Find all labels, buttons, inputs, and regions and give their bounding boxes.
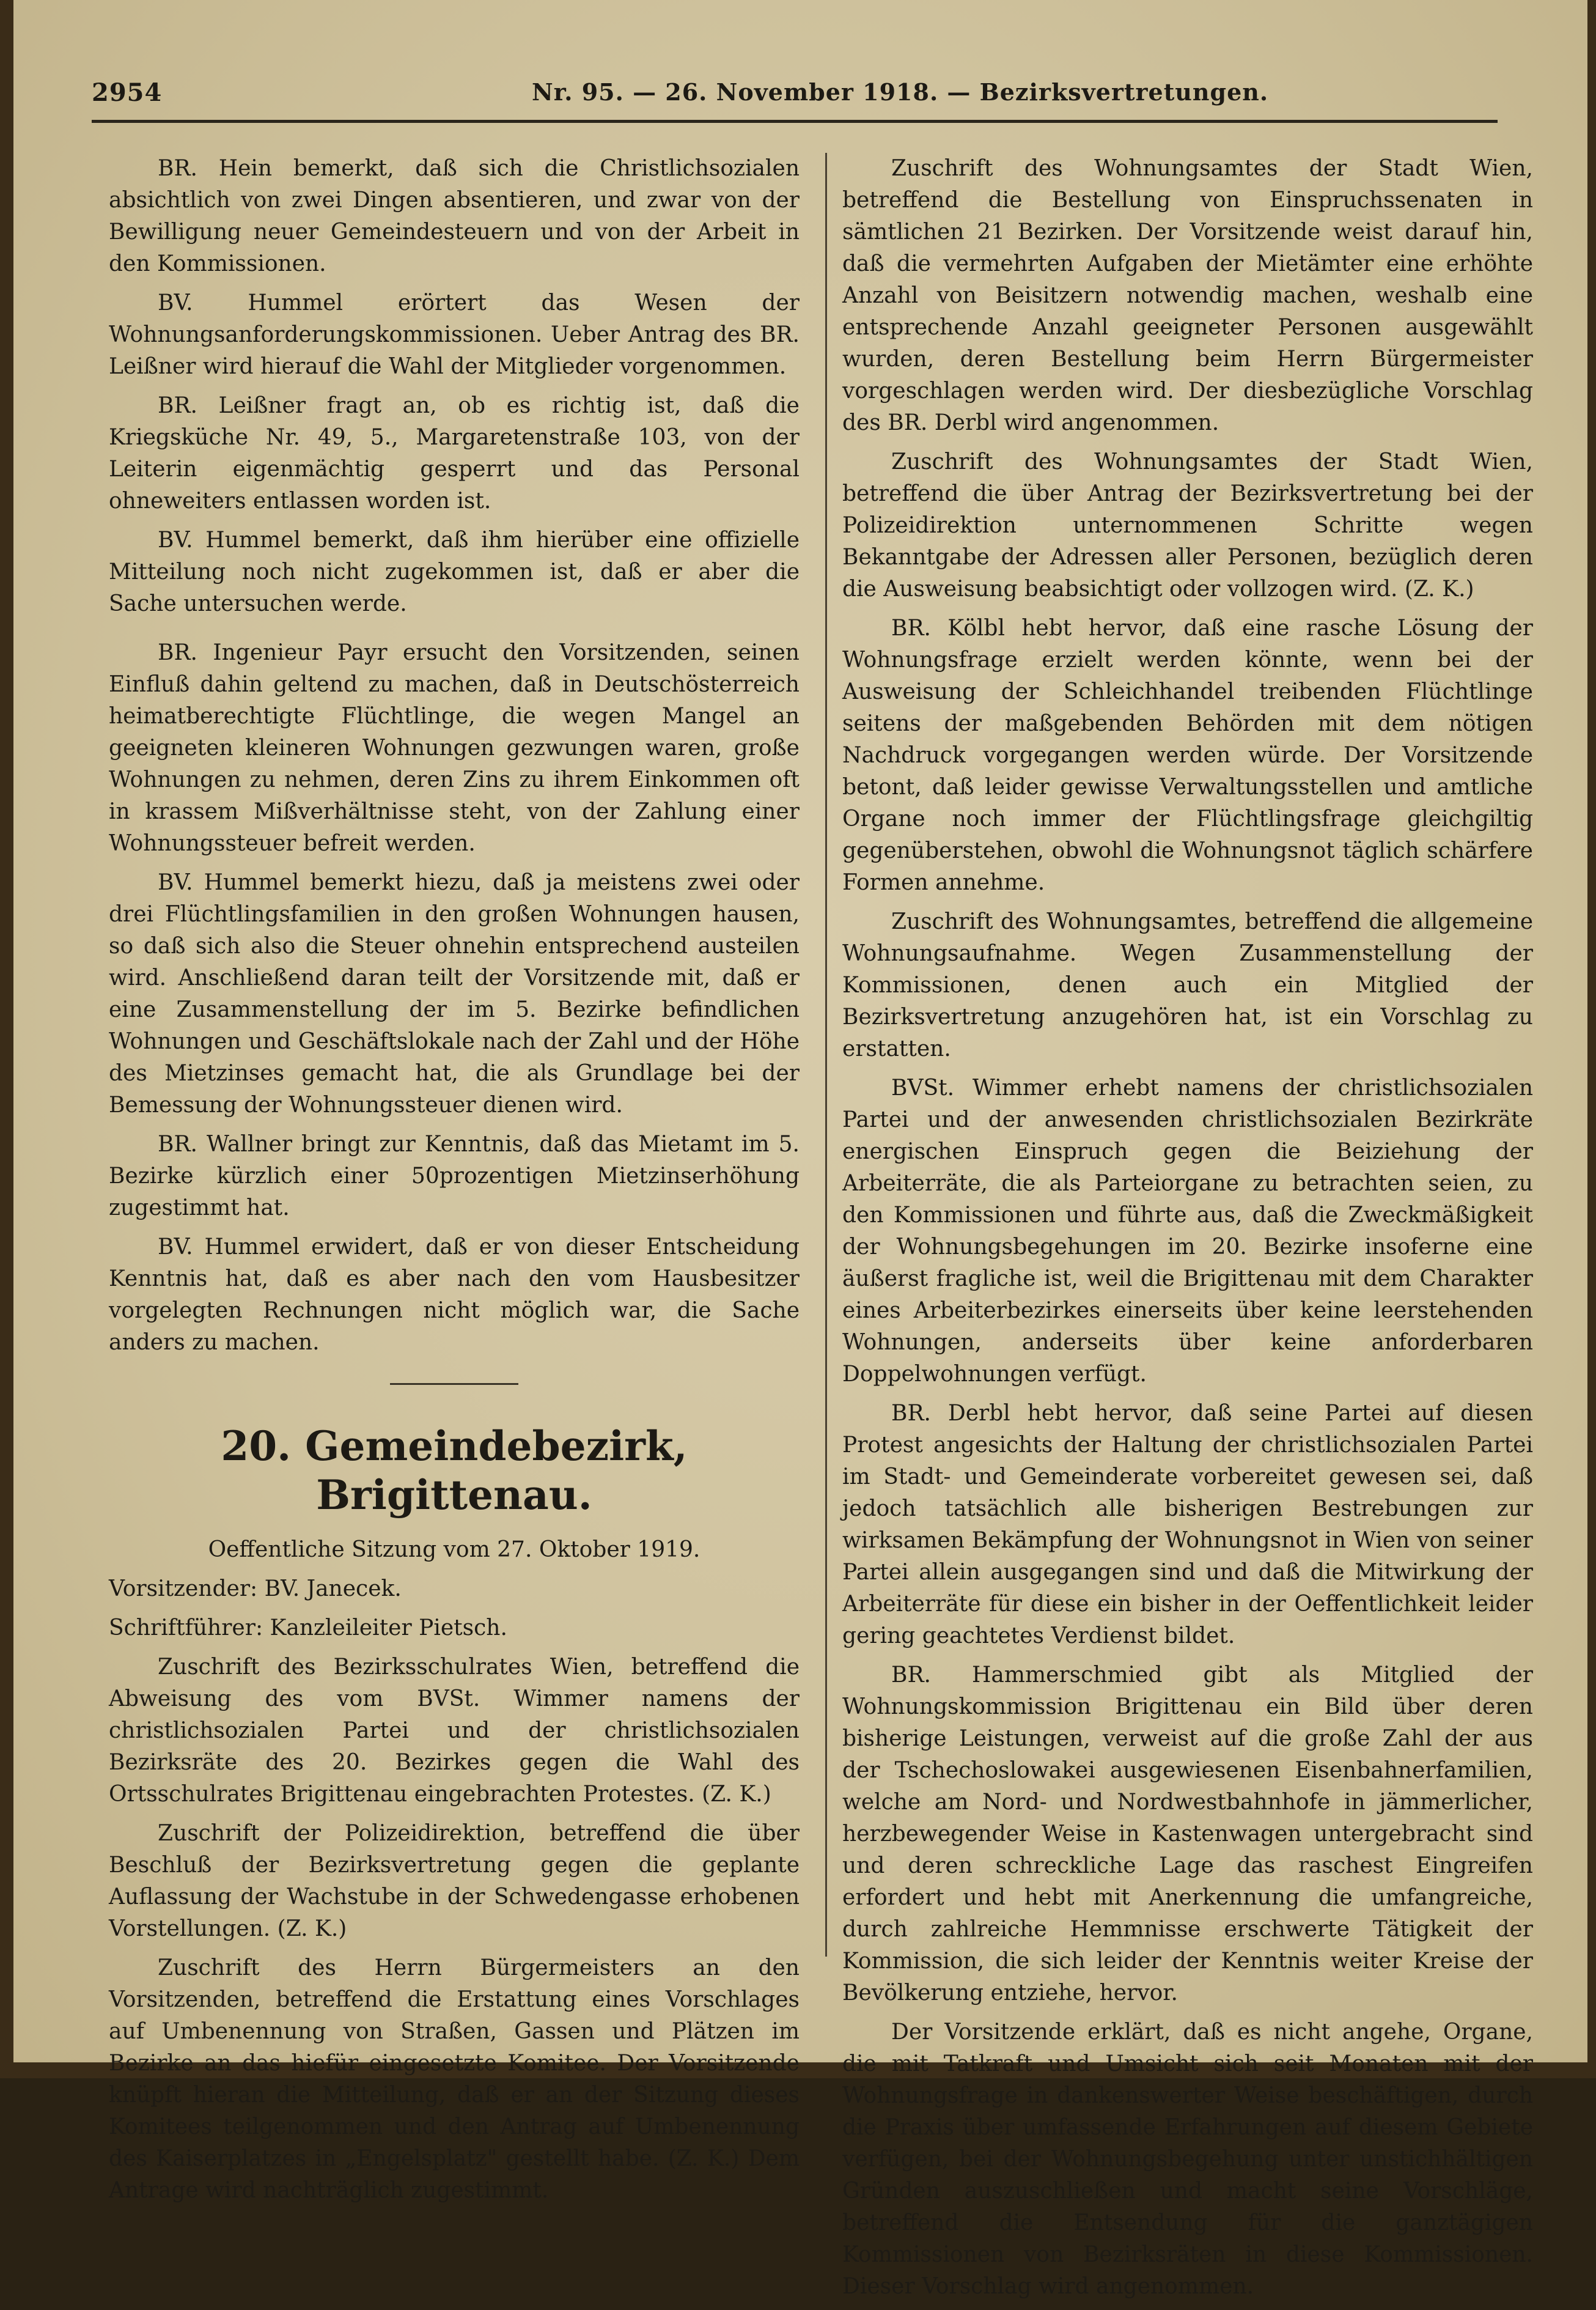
paragraph: BR. Ingenieur Payr ersucht den Vorsitzenden, seinen Einfluß dahin geltend zu machen, daß in Deutschösterreich heimatberechtigte Flüchtlinge, die wegen Mangel an geeigneten kleineren Wohnungen gezwungen waren, große Wohnungen zu nehmen, deren Zins zu ihrem Einkommen oft in krassem Mißverhältnisse steht, von der Zahlung einer Wohnungssteuer befreit werden. xyxy=(109,640,800,856)
paragraph: BV. Hummel erwidert, daß er von dieser Entscheidung Kenntnis hat, daß es aber nach den vom Hausbesitzer vorgelegten Rechnungen nicht möglich war, die Sache anders zu machen. xyxy=(109,1234,800,1355)
paragraph: Zuschrift des Wohnungsamtes, betreffend die allgemeine Wohnungsaufnahme. Wegen Zusammenstellung der Kommissionen, denen auch ein Mitglied der Bezirksvertretung anzugehören hat, ist ein Vorschlag zu erstatten. xyxy=(842,909,1533,1061)
header-rule xyxy=(92,120,1498,123)
paragraph: BV. Hummel bemerkt, daß ihm hierüber eine offizielle Mitteilung noch nicht zugekommen ist, daß er aber die Sache untersuchen werde. xyxy=(109,528,800,616)
paragraph: Der Vorsitzende erklärt, daß es nicht angehe, Organe, die mit Tatkraft und Umsicht sich seit Monaten mit der Wohnungsfrage in dankenswerter Weise beschäftigen, durch die Praxis über umfassende Erfahrungen auf diesem Gebiete verfügen, bei der Wohnungsbegehung unter unstichhältigen Gründen auszuschließen und macht seine Vorschläge, betreffend die Entsendung für die ganztägigen Kommissionen von Bezirksräten in diese Kommissionen. Dieser Vorschlag wird angenommen. xyxy=(842,2020,1533,2299)
right-column xyxy=(842,153,1533,2310)
running-head: Nr. 95. — 26. November 1918. — Bezirksvertretungen. xyxy=(532,78,1269,106)
secretary-line: Schriftführer: Kanzleileiter Pietsch. xyxy=(109,1615,507,1640)
column-divider xyxy=(825,153,827,1957)
paragraph: BR. Hammerschmied gibt als Mitglied der Wohnungskommission Brigittenau ein Bild über deren bisherige Leistungen, verweist auf die große Zahl der aus der Tschechoslowakei ausgewiesenen Eisenbahnerfamilien, welche am Nord- und Nordwestbahnhofe in jämmerlicher, herzbewegender Weise in Kastenwagen untergebracht sind und deren schreckliche Lage das raschest Eingreifen erfordert und hebt mit Anerkennung die umfangreiche, durch zahlreiche Hemmnisse erschwerte Tätigkeit der Kommission, die sich leider der Kenntnis weiter Kreise der Bevölkerung entziehe, hervor. xyxy=(842,1662,1533,2006)
page-header xyxy=(92,73,1498,116)
paragraph: BVSt. Wimmer erhebt namens der christlichsozialen Partei und der anwesenden christlichsozialen Bezirkräte energischen Einspruch gegen die Beiziehung der Arbeiterräte, die als Parteiorgane zu betrachten seien, zu den Kommissionen und führte aus, daß die Zweckmäßigkeit der Wohnungsbegehungen im 20. Bezirke insoferne eine äußerst fragliche ist, weil die Brigittenau mit dem Charakter eines Arbeiterbezirkes einerseits über keine leerstehenden Wohnungen, anderseits über keine anforderbaren Doppelwohnungen verfügt. xyxy=(842,1076,1533,1387)
section-rule xyxy=(390,1383,518,1385)
page-number: 2954 xyxy=(92,78,163,107)
paragraph: BV. Hummel bemerkt hiezu, daß ja meistens zwei oder drei Flüchtlingsfamilien in den großen Wohnungen hausen, so daß sich also die Steuer ohnehin entsprechend austeilen wird. Anschließend daran teilt der Vorsitzende mit, daß er eine Zusammenstellung der im 5. Bezirke befindlichen Wohnungen und Geschäftslokale nach der Zahl und der Höhe des Mietzinses gemacht hat, die als Grundlage bei der Bemessung der Wohnungssteuer dienen wird. xyxy=(109,870,800,1118)
chair-line: Vorsitzender: BV. Janecek. xyxy=(109,1576,402,1601)
paragraph: BV. Hummel erörtert das Wesen der Wohnungsanforderungskommissionen. Ueber Antrag des BR. Leißner wird hierauf die Wahl der Mitglieder vorgenommen. xyxy=(109,290,800,379)
paragraph: Zuschrift des Herrn Bürgermeisters an den Vorsitzenden, betreffend die Erstattung eines Vorschlages auf Umbenennung von Straßen, Gassen und Plätzen im Bezirke an das hiefür eingesetzte Komitee. Der Vorsitzende knüpft hieran die Mitteilung, daß er an der Sitzung dieses Komitees teilgenommen und den Antrag auf Umbenennung des Kaiserplatzes in „Engelsplatz" gestellt habe. (Z. K.) Dem Antrage wird nachträglich zugestimmt. xyxy=(109,1955,800,2203)
paragraph: BR. Hein bemerkt, daß sich die Christlichsozialen absichtlich von zwei Dingen absentieren, und zwar von der Bewilligung neuer Gemeindesteuern und von der Arbeit in den Kommissionen. xyxy=(109,156,800,276)
paragraph: BR. Derbl hebt hervor, daß seine Partei auf diesen Protest angesichts der Haltung der christlichsozialen Partei im Stadt- und Gemeinderate vorbereitet gewesen sei, daß jedoch tatsächlich alle bisherigen Bestrebungen zur wirksamen Bekämpfung der Wohnungsnot in Wien von seiner Partei allein ausgegangen sind und daß die Mitwirkung der Arbeiterräte für diese ein bisher in der Oeffentlichkeit leider gering geachtetes Verdienst bildet. xyxy=(842,1401,1533,1648)
paragraph: BR. Kölbl hebt hervor, daß eine rasche Lösung der Wohnungsfrage erzielt werden könnte, wenn bei der Ausweisung der Schleichhandel treibenden Flüchtlinge seitens der maßgebenden Behörden mit dem nötigen Nachdruck vorgegangen werden würde. Der Vorsitzende betont, daß leider gewisse Verwaltungsstellen und amtliche Organe noch immer der Flüchtlingsfrage gleichgiltig gegenüberstehen, obwohl die Wohnungsnot täglich schärfere Formen annehme. xyxy=(842,616,1533,895)
scan-edge-right xyxy=(1587,0,1596,2078)
section-title: 20. Gemeindebezirk, Brigittenau. xyxy=(221,1422,688,1519)
paragraph: BR. Wallner bringt zur Kenntnis, daß das Mietamt im 5. Bezirke kürzlich einer 50prozentigen Mietzinserhöhung zugestimmt hat. xyxy=(109,1132,800,1220)
paragraph: Zuschrift der Polizeidirektion, betreffend die über Beschluß der Bezirksvertretung gegen die geplante Auflassung der Wachstube in der Schwedengasse erhobenen Vorstellungen. (Z. K.) xyxy=(109,1821,800,1941)
left-column xyxy=(109,153,800,2214)
paragraph: Zuschrift des Wohnungsamtes der Stadt Wien, betreffend die über Antrag der Bezirksvertretung bei der Polizeidirektion unternommenen Schritte wegen Bekanntgabe der Adressen aller Personen, bezüglich deren die Ausweisung beabsichtigt oder vollzogen wird. (Z. K.) xyxy=(842,449,1533,602)
scan-edge-left xyxy=(0,0,13,2078)
paragraph: Zuschrift des Wohnungsamtes der Stadt Wien, betreffend die Bestellung von Einspruchssenaten in sämtlichen 21 Bezirken. Der Vorsitzende weist darauf hin, daß die vermehrten Aufgaben der Mietämter eine erhöhte Anzahl von Beisitzern notwendig machen, weshalb eine entsprechende Anzahl geeigneter Personen ausgewählt wurden, deren Bestellung beim Herrn Bürgermeister vorgeschlagen werden wird. Der diesbezügliche Vorschlag des BR. Derbl wird angenommen. xyxy=(842,156,1533,435)
paragraph: BR. Leißner fragt an, ob es richtig ist, daß die Kriegsküche Nr. 49, 5., Margaretenstraße 103, von der Leiterin eigenmächtig gesperrt und das Personal ohneweiters entlassen worden ist. xyxy=(109,393,800,514)
paragraph: Zuschrift des Bezirksschulrates Wien, betreffend die Abweisung des vom BVSt. Wimmer namens der christlichsozialen Partei und der christlichsozialen Bezirksräte des 20. Bezirkes gegen die Wahl des Ortsschulrates Brigittenau eingebrachten Protestes. (Z. K.) xyxy=(109,1655,800,1807)
session-line: Oeffentliche Sitzung vom 27. Oktober 1919. xyxy=(208,1537,701,1562)
